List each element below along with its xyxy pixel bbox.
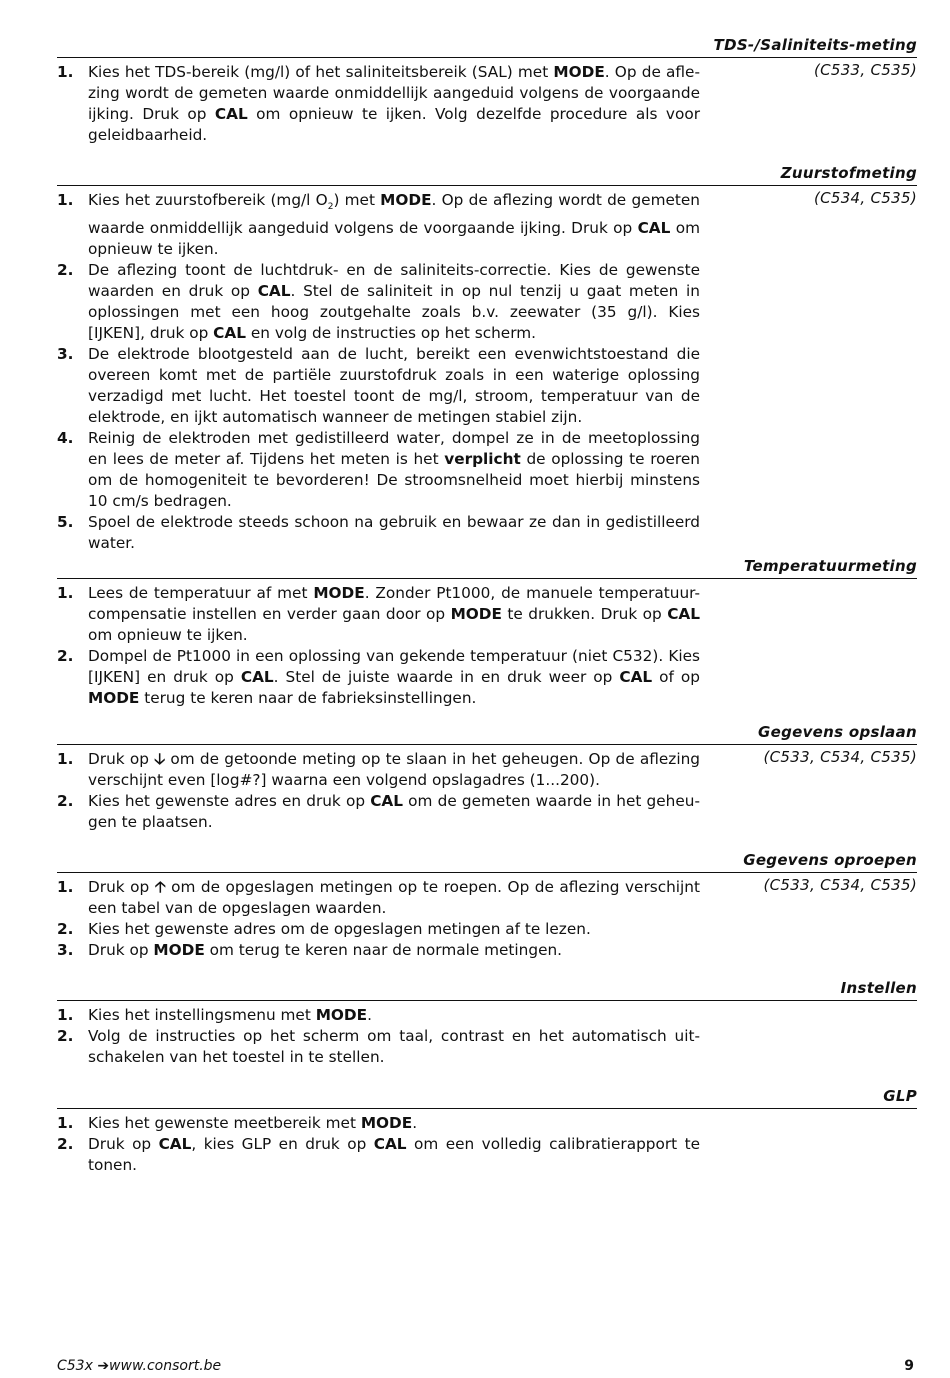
step-text: Druk op 🡣 om de getoonde meting op te slaan in het geheugen. Op de aflezing verschijnt even [log#?] waarna een volgend opslagadres (1...200). (88, 750, 700, 789)
section-oxygen (57, 163, 917, 554)
step-item (57, 749, 700, 791)
step-text: Kies het gewenste adres en druk op CAL om de gemeten waarde in het geheu-gen te plaatsen. (88, 792, 700, 831)
section-title: Temperatuurmeting (57, 556, 917, 579)
step-item (57, 1005, 700, 1026)
step-number: 5. (57, 513, 74, 532)
step-item (57, 1113, 700, 1134)
step-number: 2. (57, 792, 74, 810)
model-list: (C533, C534, C535) (763, 876, 917, 894)
step-item (57, 583, 700, 646)
section-title: Instellen (57, 978, 917, 1001)
step-number: 2. (57, 1027, 74, 1045)
step-text: Kies het instellingsmenu met MODE. (88, 1006, 372, 1024)
section-temperature (57, 556, 917, 709)
step-item (57, 344, 700, 428)
step-item (57, 940, 700, 961)
step-item (57, 62, 700, 146)
section-body (57, 58, 917, 146)
section-title: GLP (57, 1086, 917, 1109)
section-settings (57, 978, 917, 1068)
section-title: Gegevens oproepen (57, 850, 917, 873)
model-list: (C533, C534, C535) (763, 748, 917, 766)
step-number: 1. (57, 63, 74, 81)
step-item (57, 428, 700, 512)
step-number: 1. (57, 1006, 74, 1024)
section-body (57, 1001, 917, 1068)
step-item (57, 260, 700, 344)
step-number: 1. (57, 191, 74, 209)
step-item (57, 877, 700, 919)
model-list: (C534, C535) (813, 189, 917, 207)
step-text: Spoel de elektrode steeds schoon na gebruik en bewaar ze dan in gedistilleerd water. (88, 513, 700, 553)
section-title: TDS-/Saliniteits-meting (57, 35, 917, 58)
step-list (57, 583, 700, 709)
step-text: Kies het TDS-bereik (mg/l) of het saliniteitsbereik (SAL) met MODE. Op de afle-zing wordt de gemeten waarde onmiddellijk aangeduid volgens de voorgaande ijking. Druk op CAL om opnieuw te ijken. Volg dezelfde procedure als voor geleidbaarheid. (88, 63, 700, 144)
step-item (57, 791, 700, 833)
step-text: Kies het gewenste adres om de opgeslagen metingen af te lezen. (88, 920, 591, 938)
step-text: De elektrode blootgesteld aan de lucht, bereikt een evenwichtstoestand die overeen komt met de partiële zuurstofdruk zoals in een waterige oplossing verzadigd met lucht. Het toestel toont de mg/l, stroom, temperatuur van de elektrode, en ijkt automatisch wanneer de metingen stabiel zijn. (88, 345, 700, 427)
footer-brand: C53x ➔www.consort.be (57, 1358, 222, 1374)
step-text: Druk op MODE om terug te keren naar de normale metingen. (88, 941, 563, 959)
step-number: 3. (57, 941, 74, 959)
section-glp (57, 1086, 917, 1176)
step-list (57, 62, 700, 146)
step-text: Lees de temperatuur af met MODE. Zonder Pt1000, de manuele temperatuur-compensatie instellen en verder gaan door op MODE te drukken. Druk op CAL om opnieuw te ijken. (88, 584, 700, 644)
step-number: 1. (57, 584, 74, 602)
section-tds-salinity (57, 35, 917, 146)
step-number: 4. (57, 429, 74, 448)
step-text: Dompel de Pt1000 in een oplossing van gekende temperatuur (niet C532). Kies [IJKEN] en druk op CAL. Stel de juiste waarde in en druk weer op CAL of op MODE terug te keren naar de fabrieksinstellingen. (88, 647, 700, 707)
step-text: De aflezing toont de luchtdruk- en de saliniteits-correctie. Kies de gewenste waarden en druk op CAL. Stel de saliniteit in op nul tenzij u gaat meten in oplossingen met een hoog zoutgehalte zoals b.v. zeewater (35 g/l). Kies [IJKEN], druk op CAL en volg de instructies op het scherm. (88, 261, 700, 343)
step-text: Druk op 🡡 om de opgeslagen metingen op te roepen. Op de aflezing verschijnt een tabel van de opgeslagen waarden. (88, 878, 701, 917)
step-number: 1. (57, 750, 74, 768)
step-number: 2. (57, 920, 74, 938)
step-list (57, 1113, 700, 1176)
step-text: Druk op CAL, kies GLP en druk op CAL om een volledig calibratierapport te tonen. (88, 1135, 700, 1174)
section-data-recall (57, 850, 917, 961)
step-number: 2. (57, 647, 74, 665)
step-item (57, 919, 700, 940)
page-number: 9 (904, 1358, 914, 1374)
model-list: (C533, C535) (813, 61, 917, 79)
section-body (57, 745, 917, 833)
step-list (57, 749, 700, 833)
section-body (57, 1109, 917, 1176)
step-number: 1. (57, 1114, 74, 1132)
section-data-store (57, 722, 917, 833)
step-item (57, 1134, 700, 1176)
step-item (57, 1026, 700, 1068)
step-number: 2. (57, 1135, 74, 1153)
section-body (57, 186, 917, 554)
step-text: Kies het zuurstofbereik (mg/l $O_2$) met MODE. Op de aflezing wordt de gemeten waarde onmiddellijk aangeduid volgens de voorgaande ijking. Druk op CAL om opnieuw te ijken. (88, 191, 701, 259)
step-list (57, 877, 700, 961)
step-number: 2. (57, 261, 74, 280)
step-list (57, 190, 700, 554)
step-number: 3. (57, 345, 74, 364)
step-text: Kies het gewenste meetbereik met MODE. (88, 1114, 418, 1132)
step-item (57, 190, 700, 260)
step-list (57, 1005, 700, 1068)
step-number: 1. (57, 878, 74, 896)
step-item (57, 512, 700, 554)
step-item (57, 646, 700, 709)
section-title: Zuurstofmeting (57, 163, 917, 186)
step-text: Volg de instructies op het scherm om taal, contrast en het automatisch uit-schakelen van het toestel in te stellen. (88, 1027, 700, 1066)
section-body (57, 579, 917, 709)
section-body (57, 873, 917, 961)
section-title: Gegevens opslaan (57, 722, 917, 745)
step-text: Reinig de elektroden met gedistilleerd water, dompel ze in de meetoplossing en lees de meter af. Tijdens het meten is het verplicht de oplossing te roeren om de homogeniteit te bevorderen! De stroomsnelheid moet hierbij minstens 10 cm/s bedragen. (88, 429, 700, 511)
